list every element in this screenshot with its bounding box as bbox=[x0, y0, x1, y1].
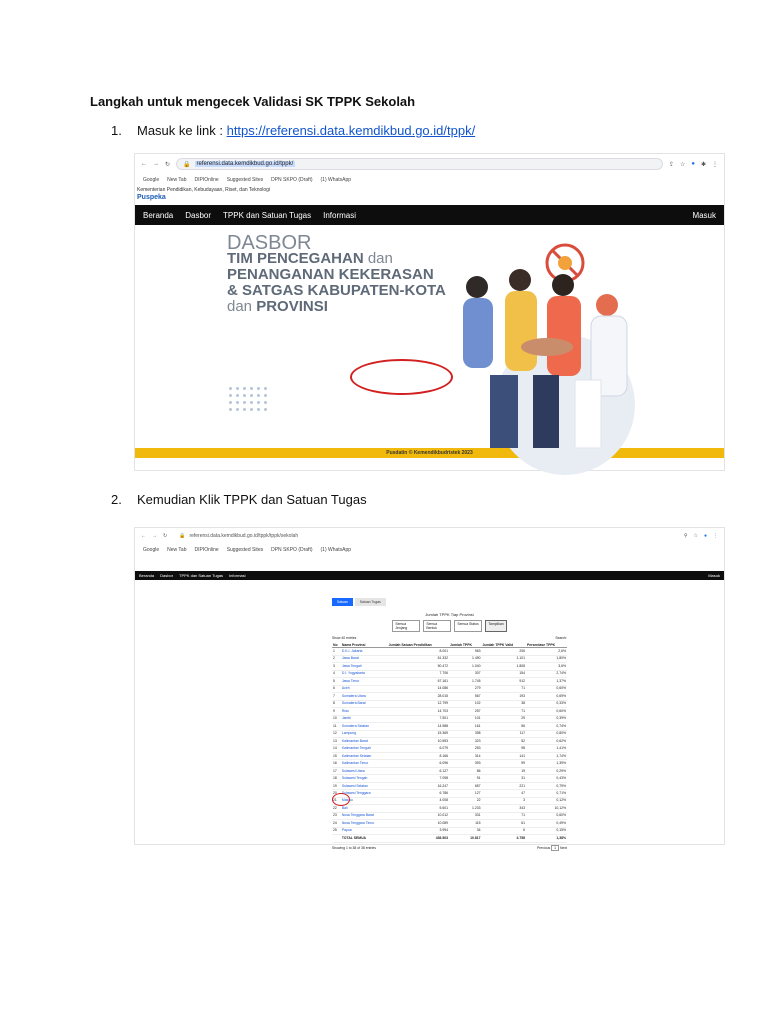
bookmarks-bar bbox=[135, 544, 724, 555]
cell-no: 5 bbox=[332, 678, 341, 685]
site-footer: Pusdatin © Kemendikbudristek 2023 bbox=[135, 448, 724, 458]
cell-persen: 0,79% bbox=[526, 782, 567, 789]
cell-satuan: 10.553 bbox=[388, 738, 449, 745]
cell-persen: 2,6% bbox=[526, 648, 567, 655]
cell-no: 21 bbox=[332, 797, 341, 804]
cell-provinsi[interactable]: Aceh bbox=[341, 685, 388, 692]
cell-no: 24 bbox=[332, 820, 341, 827]
cell-persen: 0,49% bbox=[526, 820, 567, 827]
url-text: referensi.data.kemdikbud.go.id/tppk/tppk/sekolah bbox=[189, 533, 299, 539]
browser-toolbar bbox=[135, 154, 724, 174]
cell-persen: 0,60% bbox=[526, 708, 567, 715]
table-controls bbox=[332, 636, 567, 640]
col-persen[interactable]: Persentase TPPK bbox=[526, 642, 567, 648]
cell-tppk: 279 bbox=[449, 685, 481, 692]
bookmark-dipionline[interactable]: DIPIOnline bbox=[194, 176, 219, 183]
hero-title bbox=[227, 232, 446, 315]
cell-satuan: 16.247 bbox=[388, 782, 449, 789]
cell-provinsi[interactable]: Jawa Timur bbox=[341, 678, 388, 685]
cell-no: 9 bbox=[332, 708, 341, 715]
table-title: Jumlah TPPK Tiap Provinsi bbox=[425, 612, 474, 617]
bookmark-new-tab[interactable]: New Tab bbox=[167, 546, 187, 553]
cell-persen: 0,71% bbox=[526, 790, 567, 797]
cell-persen: 0,74% bbox=[526, 723, 567, 730]
cell-persen: 0,80% bbox=[526, 730, 567, 737]
cell-persen: 10,12% bbox=[526, 805, 567, 812]
cell-satuan: 61.332 bbox=[388, 655, 449, 662]
cell-provinsi[interactable]: Kalimantan Selatan bbox=[341, 752, 388, 759]
nav-tppk[interactable]: TPPK dan Satuan Tugas bbox=[179, 573, 224, 578]
cell-valid: 52 bbox=[482, 738, 527, 745]
cell-satuan: 8.001 bbox=[388, 648, 449, 655]
cell-no: 10 bbox=[332, 715, 341, 722]
cell-persen: 0,60% bbox=[526, 812, 567, 819]
table-total-row bbox=[332, 835, 567, 842]
cell-provinsi[interactable]: Bali bbox=[341, 805, 388, 812]
table-row bbox=[332, 752, 567, 759]
back-icon[interactable]: ← bbox=[141, 161, 147, 167]
lock-icon: 🔒 bbox=[183, 161, 191, 168]
table-row bbox=[332, 775, 567, 782]
cell-no: 6 bbox=[332, 685, 341, 692]
cell-valid: 19 bbox=[482, 767, 527, 774]
total-cell-no bbox=[332, 835, 341, 842]
table-row bbox=[332, 738, 567, 745]
cell-no: 23 bbox=[332, 812, 341, 819]
bookmarks-bar bbox=[135, 174, 724, 185]
cell-satuan: 7.706 bbox=[388, 670, 449, 677]
address-bar[interactable] bbox=[176, 158, 663, 170]
cell-valid: 141 bbox=[482, 752, 527, 759]
cell-satuan: 14.086 bbox=[388, 685, 449, 692]
cell-provinsi[interactable]: Sumatera Barat bbox=[341, 700, 388, 707]
tab-satuan-tugas[interactable]: Satuan Tugas bbox=[355, 598, 386, 606]
tppk-link[interactable]: https://referensi.data.kemdikbud.go.id/tppk/ bbox=[226, 123, 476, 138]
people-illustration bbox=[435, 225, 650, 448]
extension-icon[interactable]: ● bbox=[703, 533, 707, 539]
reload-icon[interactable]: ↻ bbox=[163, 533, 168, 539]
cell-satuan: 10.012 bbox=[388, 812, 449, 819]
cell-valid: 56 bbox=[482, 723, 527, 730]
document-title: Langkah untuk mengecek Validasi SK TPPK Sekolah bbox=[90, 94, 416, 109]
cell-tppk: 34 bbox=[449, 827, 481, 834]
bookmark-suggested[interactable]: Suggested Sites bbox=[226, 176, 264, 183]
nav-informasi[interactable]: Informasi bbox=[323, 210, 357, 220]
table-row bbox=[332, 708, 567, 715]
cell-satuan: 5.601 bbox=[388, 805, 449, 812]
cell-tppk: 331 bbox=[449, 812, 481, 819]
cell-satuan: 7.501 bbox=[388, 715, 449, 722]
site-header bbox=[135, 185, 724, 205]
cell-valid: 71 bbox=[482, 685, 527, 692]
cell-tppk: 567 bbox=[449, 693, 481, 700]
cell-satuan: 14.703 bbox=[388, 708, 449, 715]
cell-persen: 0,12% bbox=[526, 797, 567, 804]
address-bar[interactable] bbox=[173, 530, 678, 542]
cell-satuan: 14.988 bbox=[388, 723, 449, 730]
cell-no: 11 bbox=[332, 723, 341, 730]
hero-line-2b: dan bbox=[363, 250, 393, 267]
star-icon[interactable]: ☆ bbox=[693, 533, 698, 539]
cell-satuan: 8.166 bbox=[388, 752, 449, 759]
star-icon[interactable]: ☆ bbox=[679, 161, 686, 168]
table-row bbox=[332, 685, 567, 692]
bookmark-dipionline[interactable]: DIPIOnline bbox=[194, 546, 219, 553]
cell-satuan: 3.994 bbox=[388, 827, 449, 834]
url-text: referensi.data.kemdikbud.go.id/tppk/ bbox=[196, 161, 294, 167]
extension-icon[interactable]: ● bbox=[691, 161, 695, 167]
cell-no: 1 bbox=[332, 648, 341, 655]
cell-persen: 1,39% bbox=[526, 760, 567, 767]
cell-valid: 912 bbox=[482, 678, 527, 685]
puzzle-icon[interactable]: ✱ bbox=[700, 161, 706, 168]
step-number: 1. bbox=[111, 123, 122, 138]
cell-valid: 71 bbox=[482, 812, 527, 819]
cell-valid: 71 bbox=[482, 708, 527, 715]
cell-valid: 99 bbox=[482, 760, 527, 767]
cell-provinsi[interactable]: D.K.I. Jakarta bbox=[341, 648, 388, 655]
table-row bbox=[332, 805, 567, 812]
browser-toolbar bbox=[135, 528, 724, 544]
cell-tppk: 314 bbox=[449, 752, 481, 759]
cell-no: 2 bbox=[332, 655, 341, 662]
bookmark-google[interactable]: Google bbox=[143, 546, 160, 553]
table-row bbox=[332, 678, 567, 685]
nav-tppk[interactable]: TPPK dan Satuan Tugas bbox=[223, 210, 312, 220]
cell-valid: 1.808 bbox=[482, 663, 527, 670]
col-no[interactable]: No bbox=[332, 642, 341, 648]
cell-provinsi[interactable]: Sulawesi Utara bbox=[341, 767, 388, 774]
lock-icon: 🔒 bbox=[179, 533, 186, 539]
cell-tppk: 657 bbox=[449, 782, 481, 789]
table-body bbox=[332, 648, 567, 843]
cell-provinsi[interactable]: Jambi bbox=[341, 715, 388, 722]
cell-satuan: 10.089 bbox=[388, 820, 449, 827]
filter-row bbox=[332, 620, 567, 632]
cell-provinsi[interactable]: Lampung bbox=[341, 730, 388, 737]
nav-login[interactable]: Masuk bbox=[708, 573, 720, 578]
cell-provinsi[interactable]: D.I. Yogyakarta bbox=[341, 670, 388, 677]
cell-no: 17 bbox=[332, 767, 341, 774]
cell-no: 19 bbox=[332, 782, 341, 789]
cell-tppk: 127 bbox=[449, 790, 481, 797]
hero-line-2a: TIM PENCEGAHAN bbox=[227, 250, 364, 267]
bookmark-dpn[interactable]: DPN SKPO (Draft) bbox=[271, 176, 313, 183]
dot-pattern bbox=[227, 385, 271, 413]
cell-satuan: 28.015 bbox=[388, 693, 449, 700]
table-row bbox=[332, 693, 567, 700]
bookmark-whatsapp[interactable]: (1) WhatsApp bbox=[320, 546, 352, 553]
screenshot-tppk-table bbox=[134, 527, 725, 850]
cell-tppk: 161 bbox=[449, 723, 481, 730]
nav-beranda[interactable]: Beranda bbox=[143, 210, 174, 220]
hero-line-1: DASBOR bbox=[227, 232, 312, 254]
cell-provinsi[interactable]: Sumatera Utara bbox=[341, 693, 388, 700]
main-nav bbox=[135, 205, 724, 225]
total-cell-provinsi: TOTAL SEMUA bbox=[341, 835, 388, 842]
cell-no: 22 bbox=[332, 805, 341, 812]
cell-tppk: 257 bbox=[449, 708, 481, 715]
cell-provinsi[interactable]: Nusa Tenggara Barat bbox=[341, 812, 388, 819]
total-cell-tppk: 10.817 bbox=[449, 835, 481, 842]
cell-satuan: 6.079 bbox=[388, 745, 449, 752]
cell-satuan: 6.786 bbox=[388, 790, 449, 797]
cell-tppk: 963 bbox=[449, 648, 481, 655]
cell-satuan: 50.472 bbox=[388, 663, 449, 670]
menu-icon[interactable]: ⋮ bbox=[713, 533, 718, 539]
col-provinsi[interactable]: Nama Provinsi bbox=[341, 642, 388, 648]
forward-icon[interactable]: → bbox=[152, 533, 157, 539]
back-icon[interactable]: ← bbox=[141, 533, 146, 539]
total-cell-persen: 1,38% bbox=[526, 835, 567, 842]
cell-tppk: 1.233 bbox=[449, 805, 481, 812]
tab-satuan[interactable]: Satuan bbox=[332, 598, 353, 606]
highlight-circle bbox=[332, 793, 350, 806]
cell-persen: 1,41% bbox=[526, 745, 567, 752]
table-row bbox=[332, 715, 567, 722]
step-text: Kemudian Klik TPPK dan Satuan Tugas bbox=[137, 492, 367, 507]
cell-tppk: 307 bbox=[449, 670, 481, 677]
site-brand[interactable]: Puspeka bbox=[137, 194, 166, 201]
cell-satuan: 6.127 bbox=[388, 767, 449, 774]
cell-tppk: 115 bbox=[449, 820, 481, 827]
table-row bbox=[332, 655, 567, 662]
bookmark-new-tab[interactable]: New Tab bbox=[167, 176, 187, 183]
cell-no: 3 bbox=[332, 663, 341, 670]
cell-persen: 1,37% bbox=[526, 678, 567, 685]
menu-icon[interactable]: ⋮ bbox=[712, 161, 718, 168]
cell-provinsi[interactable]: Sulawesi Tengah bbox=[341, 775, 388, 782]
search-label[interactable]: Search: bbox=[555, 636, 567, 640]
entries-info: Showing 1 to 38 of 38 entries bbox=[332, 845, 376, 850]
cell-valid: 206 bbox=[482, 648, 527, 655]
table-row bbox=[332, 767, 567, 774]
cell-persen: 0,62% bbox=[526, 738, 567, 745]
cell-valid: 47 bbox=[482, 790, 527, 797]
cell-tppk: 102 bbox=[449, 700, 481, 707]
hero-line-4b: SATGAS KABUPATEN-KOTA bbox=[242, 282, 446, 299]
main-nav bbox=[135, 571, 724, 580]
cell-tppk: 1.490 bbox=[449, 655, 481, 662]
cell-no: 20 bbox=[332, 790, 341, 797]
entries-select[interactable]: Show 40 entries bbox=[332, 636, 357, 640]
cell-provinsi[interactable]: Maluku bbox=[341, 797, 388, 804]
hero-line-3: PENANGANAN KEKERASAN bbox=[227, 266, 434, 283]
cell-persen: 0,33% bbox=[526, 700, 567, 707]
cell-valid: 38 bbox=[482, 700, 527, 707]
province-table bbox=[332, 642, 567, 843]
cell-persen: 1,74% bbox=[526, 752, 567, 759]
pager-page-1[interactable]: 1 bbox=[551, 845, 559, 851]
table-row bbox=[332, 730, 567, 737]
cell-persen: 0,60% bbox=[526, 685, 567, 692]
table-row bbox=[332, 663, 567, 670]
cell-no: 15 bbox=[332, 752, 341, 759]
cell-tppk: 22 bbox=[449, 797, 481, 804]
table-row bbox=[332, 723, 567, 730]
cell-persen: 3,6% bbox=[526, 663, 567, 670]
cell-persen: 1,80% bbox=[526, 655, 567, 662]
pagination bbox=[332, 846, 567, 850]
table-row bbox=[332, 648, 567, 655]
cell-valid: 31 bbox=[482, 775, 527, 782]
cell-satuan: 7.098 bbox=[388, 775, 449, 782]
cell-no: 7 bbox=[332, 693, 341, 700]
cell-valid: 29 bbox=[482, 715, 527, 722]
forward-icon[interactable]: → bbox=[153, 161, 159, 167]
cell-tppk: 1.745 bbox=[449, 678, 481, 685]
cell-persen: 0,69% bbox=[526, 693, 567, 700]
pager-next[interactable]: Next bbox=[560, 845, 567, 850]
cell-tppk: 101 bbox=[449, 715, 481, 722]
cell-valid: 61 bbox=[482, 820, 527, 827]
step-text: Masuk ke link : bbox=[137, 123, 227, 138]
cell-tppk: 398 bbox=[449, 730, 481, 737]
cell-valid: 6 bbox=[482, 827, 527, 834]
cell-persen: 0,43% bbox=[526, 775, 567, 782]
site-header bbox=[135, 555, 724, 571]
hero-line-4a: & bbox=[227, 282, 242, 299]
share-icon[interactable]: ⇪ bbox=[668, 161, 674, 168]
cell-persen: 0,15% bbox=[526, 827, 567, 834]
cell-valid: 154 bbox=[482, 670, 527, 677]
table-row bbox=[332, 760, 567, 767]
cell-satuan: 15.369 bbox=[388, 730, 449, 737]
cell-tppk: 253 bbox=[449, 745, 481, 752]
table-row bbox=[332, 745, 567, 752]
total-cell-valid: 4.758 bbox=[482, 835, 527, 842]
screenshot-dashboard bbox=[134, 153, 725, 471]
table-row bbox=[332, 797, 567, 804]
hero-banner bbox=[135, 225, 724, 448]
nav-dasbor[interactable]: Dasbor bbox=[160, 573, 174, 578]
table-row bbox=[332, 812, 567, 819]
cell-provinsi[interactable]: Nusa Tenggara Timur bbox=[341, 820, 388, 827]
cell-provinsi[interactable]: Sulawesi Tenggara bbox=[341, 790, 388, 797]
nav-dasbor[interactable]: Dasbor bbox=[185, 210, 212, 220]
cell-provinsi[interactable]: Jawa Tengah bbox=[341, 663, 388, 670]
cell-valid: 98 bbox=[482, 745, 527, 752]
nav-beranda[interactable]: Beranda bbox=[139, 573, 155, 578]
cell-provinsi[interactable]: Riau bbox=[341, 708, 388, 715]
cell-tppk: 393 bbox=[449, 760, 481, 767]
cell-tppk: 1.040 bbox=[449, 663, 481, 670]
cell-no: 4 bbox=[332, 670, 341, 677]
tppk-content bbox=[332, 598, 567, 850]
cell-no: 13 bbox=[332, 738, 341, 745]
hero-line-5b: PROVINSI bbox=[256, 298, 328, 315]
cell-provinsi[interactable]: Sulawesi Selatan bbox=[341, 782, 388, 789]
cell-no: 16 bbox=[332, 760, 341, 767]
ministry-name: Kementerian Pendidikan, Kebudayaan, Riset, dan Teknologi bbox=[137, 187, 271, 193]
pager-previous[interactable]: Previous bbox=[537, 845, 551, 850]
cell-tppk: 323 bbox=[449, 738, 481, 745]
cell-provinsi[interactable]: Jawa Barat bbox=[341, 655, 388, 662]
cell-no: 14 bbox=[332, 745, 341, 752]
cell-no: 12 bbox=[332, 730, 341, 737]
highlight-ellipse bbox=[350, 359, 453, 395]
table-row bbox=[332, 700, 567, 707]
cell-provinsi[interactable]: Sumatera Selatan bbox=[341, 723, 388, 730]
cell-no: 8 bbox=[332, 700, 341, 707]
zoom-icon[interactable]: ⚲ bbox=[683, 533, 688, 539]
cell-valid: 193 bbox=[482, 693, 527, 700]
table-row bbox=[332, 782, 567, 789]
cell-provinsi[interactable]: Kalimantan Timur bbox=[341, 760, 388, 767]
total-cell-satuan: 436.503 bbox=[388, 835, 449, 842]
step-number: 2. bbox=[111, 492, 122, 507]
col-valid[interactable]: Jumlah TPPK Valid bbox=[482, 642, 527, 648]
table-row bbox=[332, 820, 567, 827]
cell-satuan: 67.161 bbox=[388, 678, 449, 685]
table-row bbox=[332, 790, 567, 797]
cell-no: 18 bbox=[332, 775, 341, 782]
table-row bbox=[332, 670, 567, 677]
filter-bentuk[interactable]: Semua Bentuk bbox=[423, 620, 451, 632]
cell-valid: 117 bbox=[482, 730, 527, 737]
table-row bbox=[332, 827, 567, 834]
filter-status[interactable]: Semua Status bbox=[454, 620, 482, 632]
cell-satuan: 12.799 bbox=[388, 700, 449, 707]
bookmark-suggested[interactable]: Suggested Sites bbox=[226, 546, 264, 553]
col-tppk[interactable]: Jumlah TPPK bbox=[449, 642, 481, 648]
cell-valid: 343 bbox=[482, 805, 527, 812]
cell-tppk: 91 bbox=[449, 775, 481, 782]
cell-no: 25 bbox=[332, 827, 341, 834]
nav-informasi[interactable]: Informasi bbox=[229, 573, 246, 578]
step-1 bbox=[111, 123, 475, 138]
cell-persen: 2,74% bbox=[526, 670, 567, 677]
tab-row bbox=[332, 598, 567, 606]
cell-satuan: 6.096 bbox=[388, 760, 449, 767]
nav-login[interactable]: Masuk bbox=[692, 210, 716, 220]
cell-provinsi[interactable]: Kalimantan Tengah bbox=[341, 745, 388, 752]
filter-button[interactable]: Tampilkan bbox=[485, 620, 506, 632]
reload-icon[interactable]: ↻ bbox=[165, 161, 171, 168]
cell-tppk: 86 bbox=[449, 767, 481, 774]
col-satuan[interactable]: Jumlah Satuan Pendidikan bbox=[388, 642, 449, 648]
bookmark-google[interactable]: Google bbox=[143, 176, 160, 183]
cell-satuan: 4.008 bbox=[388, 797, 449, 804]
cell-valid: 221 bbox=[482, 782, 527, 789]
cell-provinsi[interactable]: Papua bbox=[341, 827, 388, 834]
bookmark-dpn[interactable]: DPN SKPO (Draft) bbox=[271, 546, 313, 553]
bookmark-whatsapp[interactable]: (1) WhatsApp bbox=[320, 176, 352, 183]
cell-persen: 0,39% bbox=[526, 715, 567, 722]
hero-line-5a: dan bbox=[227, 298, 257, 315]
filter-jenjang[interactable]: Semua Jenjang bbox=[392, 620, 420, 632]
step-2 bbox=[111, 492, 367, 507]
cell-valid: 3 bbox=[482, 797, 527, 804]
cell-provinsi[interactable]: Kalimantan Barat bbox=[341, 738, 388, 745]
cell-persen: 0,29% bbox=[526, 767, 567, 774]
cell-valid: 1.101 bbox=[482, 655, 527, 662]
